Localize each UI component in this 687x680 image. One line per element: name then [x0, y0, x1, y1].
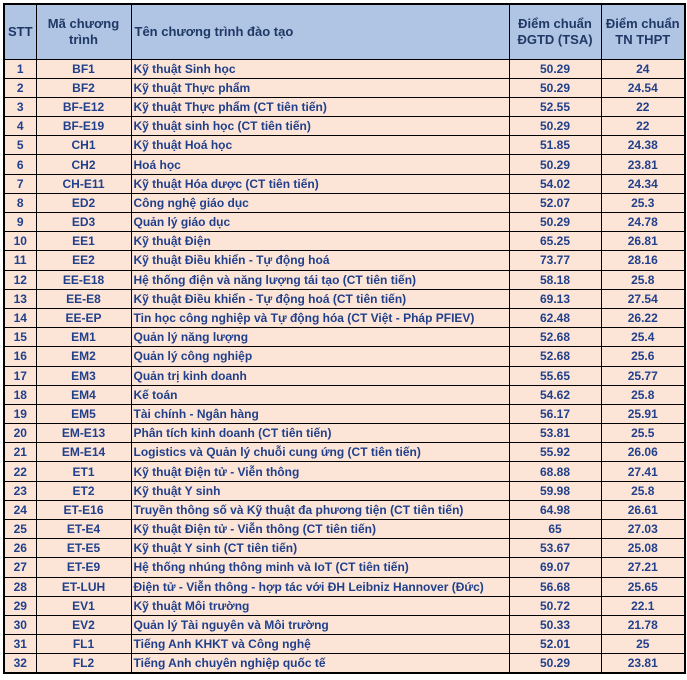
cell-tsa: 58.18: [509, 270, 601, 289]
cell-thpt: 24.78: [601, 213, 685, 232]
cell-name: Tiếng Anh chuyên nghiệp quốc tế: [131, 654, 509, 673]
cell-tsa: 53.67: [509, 539, 601, 558]
cell-stt: 14: [4, 308, 36, 327]
table-row: [4, 366, 685, 385]
cell-tsa: 52.07: [509, 193, 601, 212]
cell-tsa: 52.68: [509, 347, 601, 366]
cell-code: BF1: [36, 59, 131, 78]
cell-thpt: 24.34: [601, 174, 685, 193]
cell-name: Kỹ thuật Điện: [131, 232, 509, 251]
table-row: [4, 117, 685, 136]
cell-tsa: 50.29: [509, 117, 601, 136]
cell-name: Quản lý giáo dục: [131, 213, 509, 232]
cell-stt: 4: [4, 117, 36, 136]
table-row: [4, 481, 685, 500]
cell-code: CH2: [36, 155, 131, 174]
cell-tsa: 59.98: [509, 481, 601, 500]
cell-code: ET-E9: [36, 558, 131, 577]
cell-stt: 15: [4, 328, 36, 347]
cell-code: EM4: [36, 385, 131, 404]
col-header-name: Tên chương trình đào tạo: [131, 4, 509, 59]
cell-name: Kế toán: [131, 385, 509, 404]
cell-thpt: 25.5: [601, 424, 685, 443]
table-row: [4, 328, 685, 347]
cell-name: Hoá học: [131, 155, 509, 174]
cell-name: Quản trị kinh doanh: [131, 366, 509, 385]
table-row: [4, 289, 685, 308]
cell-code: EM2: [36, 347, 131, 366]
cell-stt: 29: [4, 596, 36, 615]
cell-name: Kỹ thuật Hoá học: [131, 136, 509, 155]
cell-stt: 32: [4, 654, 36, 673]
cell-stt: 7: [4, 174, 36, 193]
cell-stt: 2: [4, 78, 36, 97]
cell-code: BF-E19: [36, 117, 131, 136]
cell-thpt: 25.8: [601, 385, 685, 404]
cell-thpt: 25.8: [601, 481, 685, 500]
cell-name: Kỹ thuật Điều khiển - Tự động hoá (CT tiên tiến): [131, 289, 509, 308]
cell-name: Tài chính - Ngân hàng: [131, 404, 509, 423]
cell-stt: 8: [4, 193, 36, 212]
table-row: [4, 193, 685, 212]
cell-code: EM3: [36, 366, 131, 385]
cell-thpt: 26.06: [601, 443, 685, 462]
table-row: [4, 577, 685, 596]
cell-tsa: 64.98: [509, 500, 601, 519]
cell-name: Kỹ thuật Điện tử - Viễn thông: [131, 462, 509, 481]
cell-tsa: 56.68: [509, 577, 601, 596]
cell-tsa: 50.29: [509, 59, 601, 78]
table-row: [4, 251, 685, 270]
cell-thpt: 23.81: [601, 654, 685, 673]
cell-name: Công nghệ giáo dục: [131, 193, 509, 212]
cell-tsa: 52.55: [509, 97, 601, 116]
cell-name: Kỹ thuật Điều khiển - Tự động hoá: [131, 251, 509, 270]
cell-thpt: 27.21: [601, 558, 685, 577]
table-row: [4, 462, 685, 481]
cell-code: ED2: [36, 193, 131, 212]
cell-name: Truyền thông số và Kỹ thuật đa phương tiện (CT tiên tiến): [131, 500, 509, 519]
cell-code: EM-E14: [36, 443, 131, 462]
table-row: [4, 174, 685, 193]
cell-code: ET-LUH: [36, 577, 131, 596]
table-row: [4, 500, 685, 519]
cell-tsa: 50.33: [509, 615, 601, 634]
table-row: [4, 270, 685, 289]
cell-thpt: 22: [601, 97, 685, 116]
table-row: [4, 232, 685, 251]
cell-stt: 6: [4, 155, 36, 174]
cell-name: Kỹ thuật Sinh học: [131, 59, 509, 78]
cell-thpt: 23.81: [601, 155, 685, 174]
cell-stt: 10: [4, 232, 36, 251]
cell-stt: 26: [4, 539, 36, 558]
cell-thpt: 25.8: [601, 270, 685, 289]
col-header-tsa: Điểm chuẩn ĐGTD (TSA): [509, 4, 601, 59]
cell-tsa: 53.81: [509, 424, 601, 443]
cell-thpt: 25.6: [601, 347, 685, 366]
cell-code: CH-E11: [36, 174, 131, 193]
table-row: [4, 97, 685, 116]
table-row: [4, 155, 685, 174]
cell-tsa: 50.29: [509, 155, 601, 174]
table-row: [4, 424, 685, 443]
cell-tsa: 69.13: [509, 289, 601, 308]
cell-thpt: 25.3: [601, 193, 685, 212]
cell-tsa: 51.85: [509, 136, 601, 155]
cell-thpt: 25: [601, 635, 685, 654]
cell-stt: 17: [4, 366, 36, 385]
table-row: [4, 635, 685, 654]
cell-stt: 1: [4, 59, 36, 78]
table-body: [4, 59, 685, 673]
cell-tsa: 55.65: [509, 366, 601, 385]
cell-stt: 31: [4, 635, 36, 654]
cell-tsa: 56.17: [509, 404, 601, 423]
cell-thpt: 25.91: [601, 404, 685, 423]
table-row: [4, 136, 685, 155]
cell-tsa: 50.29: [509, 78, 601, 97]
cell-stt: 28: [4, 577, 36, 596]
cell-tsa: 50.29: [509, 213, 601, 232]
cell-code: ET-E4: [36, 520, 131, 539]
cell-code: EE-E18: [36, 270, 131, 289]
cell-tsa: 50.72: [509, 596, 601, 615]
table-row: [4, 385, 685, 404]
cell-stt: 30: [4, 615, 36, 634]
col-header-code: Mã chương trình: [36, 4, 131, 59]
cell-tsa: 55.92: [509, 443, 601, 462]
cell-name: Quản lý năng lượng: [131, 328, 509, 347]
cell-thpt: 24: [601, 59, 685, 78]
cell-code: EE-E8: [36, 289, 131, 308]
cell-name: Hệ thống nhúng thông minh và IoT (CT tiên tiến): [131, 558, 509, 577]
cell-thpt: 25.65: [601, 577, 685, 596]
cell-name: Quản lý Tài nguyên và Môi trường: [131, 615, 509, 634]
cell-thpt: 22: [601, 117, 685, 136]
cell-stt: 3: [4, 97, 36, 116]
cell-tsa: 69.07: [509, 558, 601, 577]
cell-name: Kỹ thuật sinh học (CT tiên tiến): [131, 117, 509, 136]
cell-stt: 20: [4, 424, 36, 443]
cell-tsa: 50.29: [509, 654, 601, 673]
cell-name: Kỹ thuật Thực phẩm (CT tiên tiến): [131, 97, 509, 116]
cell-code: CH1: [36, 136, 131, 155]
cell-name: Kỹ thuật Hóa dược (CT tiên tiến): [131, 174, 509, 193]
cell-name: Điện tử - Viễn thông - hợp tác với ĐH Leibniz Hannover (Đức): [131, 577, 509, 596]
table-row: [4, 404, 685, 423]
cell-code: EE-EP: [36, 308, 131, 327]
table-row: [4, 213, 685, 232]
cell-stt: 12: [4, 270, 36, 289]
cell-thpt: 22.1: [601, 596, 685, 615]
cell-stt: 11: [4, 251, 36, 270]
cell-thpt: 26.81: [601, 232, 685, 251]
table-row: [4, 443, 685, 462]
cell-tsa: 54.62: [509, 385, 601, 404]
cell-code: EE1: [36, 232, 131, 251]
cell-code: FL1: [36, 635, 131, 654]
cell-code: ET-E16: [36, 500, 131, 519]
table-row: [4, 347, 685, 366]
table-row: [4, 520, 685, 539]
cell-code: FL2: [36, 654, 131, 673]
cell-thpt: 25.4: [601, 328, 685, 347]
cell-name: Kỹ thuật Thực phẩm: [131, 78, 509, 97]
cell-code: EV2: [36, 615, 131, 634]
cell-code: EM-E13: [36, 424, 131, 443]
cell-name: Kỹ thuật Y sinh: [131, 481, 509, 500]
cell-thpt: 27.03: [601, 520, 685, 539]
cell-tsa: 65.25: [509, 232, 601, 251]
cell-stt: 5: [4, 136, 36, 155]
cell-stt: 21: [4, 443, 36, 462]
cell-code: ET-E5: [36, 539, 131, 558]
table-row: [4, 558, 685, 577]
cell-name: Tiếng Anh KHKT và Công nghệ: [131, 635, 509, 654]
cell-name: Kỹ thuật Y sinh (CT tiên tiến): [131, 539, 509, 558]
table-row: [4, 654, 685, 673]
cell-code: ET1: [36, 462, 131, 481]
cell-stt: 9: [4, 213, 36, 232]
cell-code: EM1: [36, 328, 131, 347]
admission-scores-table: [3, 3, 686, 674]
table-row: [4, 59, 685, 78]
cell-stt: 25: [4, 520, 36, 539]
header-row: [4, 4, 685, 59]
cell-stt: 19: [4, 404, 36, 423]
cell-code: ET2: [36, 481, 131, 500]
cell-tsa: 73.77: [509, 251, 601, 270]
cell-thpt: 24.54: [601, 78, 685, 97]
cell-tsa: 52.68: [509, 328, 601, 347]
cell-code: BF2: [36, 78, 131, 97]
cell-stt: 23: [4, 481, 36, 500]
cell-name: Hệ thống điện và năng lượng tái tạo (CT tiên tiến): [131, 270, 509, 289]
table-header: [4, 4, 685, 59]
cell-name: Kỹ thuật Điện tử - Viễn thông (CT tiên tiến): [131, 520, 509, 539]
cell-thpt: 28.16: [601, 251, 685, 270]
cell-thpt: 26.22: [601, 308, 685, 327]
cell-tsa: 65: [509, 520, 601, 539]
cell-stt: 22: [4, 462, 36, 481]
cell-code: EV1: [36, 596, 131, 615]
cell-thpt: 21.78: [601, 615, 685, 634]
table-row: [4, 539, 685, 558]
cell-stt: 16: [4, 347, 36, 366]
cell-name: Phân tích kinh doanh (CT tiên tiến): [131, 424, 509, 443]
cell-name: Tin học công nghiệp và Tự động hóa (CT Việt - Pháp PFIEV): [131, 308, 509, 327]
cell-tsa: 62.48: [509, 308, 601, 327]
cell-code: BF-E12: [36, 97, 131, 116]
table-row: [4, 308, 685, 327]
cell-name: Kỹ thuật Môi trường: [131, 596, 509, 615]
cell-code: EM5: [36, 404, 131, 423]
cell-thpt: 25.77: [601, 366, 685, 385]
table-row: [4, 78, 685, 97]
cell-tsa: 54.02: [509, 174, 601, 193]
cell-thpt: 27.54: [601, 289, 685, 308]
cell-tsa: 68.88: [509, 462, 601, 481]
cell-thpt: 26.61: [601, 500, 685, 519]
cell-tsa: 52.01: [509, 635, 601, 654]
cell-name: Quản lý công nghiệp: [131, 347, 509, 366]
cell-stt: 13: [4, 289, 36, 308]
cell-thpt: 25.08: [601, 539, 685, 558]
cell-thpt: 24.38: [601, 136, 685, 155]
cell-thpt: 27.41: [601, 462, 685, 481]
col-header-thpt: Điểm chuẩn TN THPT: [601, 4, 685, 59]
cell-code: ED3: [36, 213, 131, 232]
cell-stt: 24: [4, 500, 36, 519]
col-header-stt: STT: [4, 4, 36, 59]
cell-stt: 18: [4, 385, 36, 404]
table-row: [4, 615, 685, 634]
cell-code: EE2: [36, 251, 131, 270]
cell-stt: 27: [4, 558, 36, 577]
cell-name: Logistics và Quản lý chuỗi cung ứng (CT tiên tiến): [131, 443, 509, 462]
table-row: [4, 596, 685, 615]
